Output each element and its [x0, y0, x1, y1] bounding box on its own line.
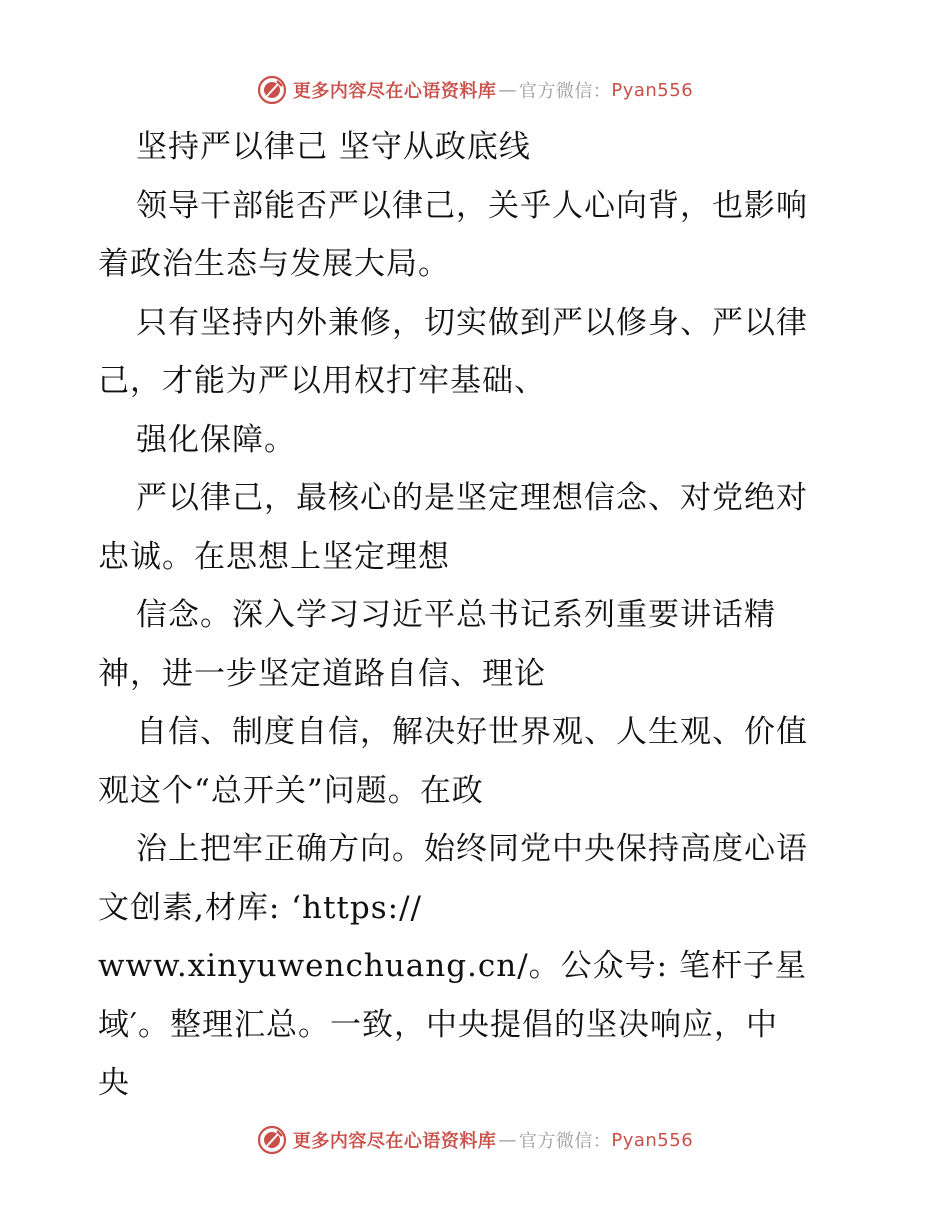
paragraph-line-url: www.xinyuwenchuang.cn/。公众号: 笔杆子星 [98, 948, 807, 984]
paragraph-line: 领导干部能否严以律己，关乎人心向背，也影响 [136, 187, 808, 224]
paragraph-line: 自信、制度自信，解决好世界观、人生观、价值 [136, 714, 808, 750]
footer-dash: — [498, 1129, 517, 1151]
header-wechat-id: Pyan556 [611, 79, 694, 101]
footer-left-text: 更多内容尽在心语资料库 [292, 1131, 497, 1152]
document-title: 坚持严以律己 坚守从政底线 [136, 129, 531, 165]
document-body [98, 118, 858, 1113]
paragraph-line: 只有坚持内外兼修，切实做到严以修身、严以律 [136, 304, 808, 341]
paragraph-line: 信念。深入学习习近平总书记系列重要讲话精 [136, 597, 776, 633]
footer-right-text: 官方微信： [518, 1131, 612, 1152]
paragraph-line: 治上把牢正确方向。始终同党中央保持高度心语 [136, 831, 808, 867]
footer-wechat-id: Pyan556 [611, 1129, 694, 1151]
header-banner [0, 70, 950, 110]
footer-banner [0, 1120, 950, 1160]
paragraph-line: 强化保障。 [136, 421, 296, 458]
paragraph-line: 域′。整理汇总。一致，中央提倡的坚决响应，中 [98, 1006, 779, 1043]
paragraph-line: 忠诚。在思想上坚定理想 [98, 538, 450, 575]
paragraph-line: 神，进一步坚定道路自信、理论 [98, 655, 546, 692]
paragraph-line: 严以律己，最核心的是坚定理想信念、对党绝对 [136, 480, 808, 516]
header-right-text: 官方微信： [518, 81, 612, 102]
paragraph-line: 己，才能为严以用权打牢基础、 [98, 363, 546, 399]
paragraph-line: 着政治生态与发展大局。 [98, 246, 450, 282]
header-left-text: 更多内容尽在心语资料库 [292, 81, 497, 102]
paragraph-line: 观这个“总开关”问题。在政 [98, 772, 484, 809]
seal-logo-icon [257, 1125, 287, 1155]
header-dash: — [498, 79, 517, 101]
paragraph-line: 央 [98, 1065, 130, 1101]
paragraph-line: 文创素,材库: ‘https:// [98, 889, 422, 926]
seal-logo-icon [257, 75, 287, 105]
